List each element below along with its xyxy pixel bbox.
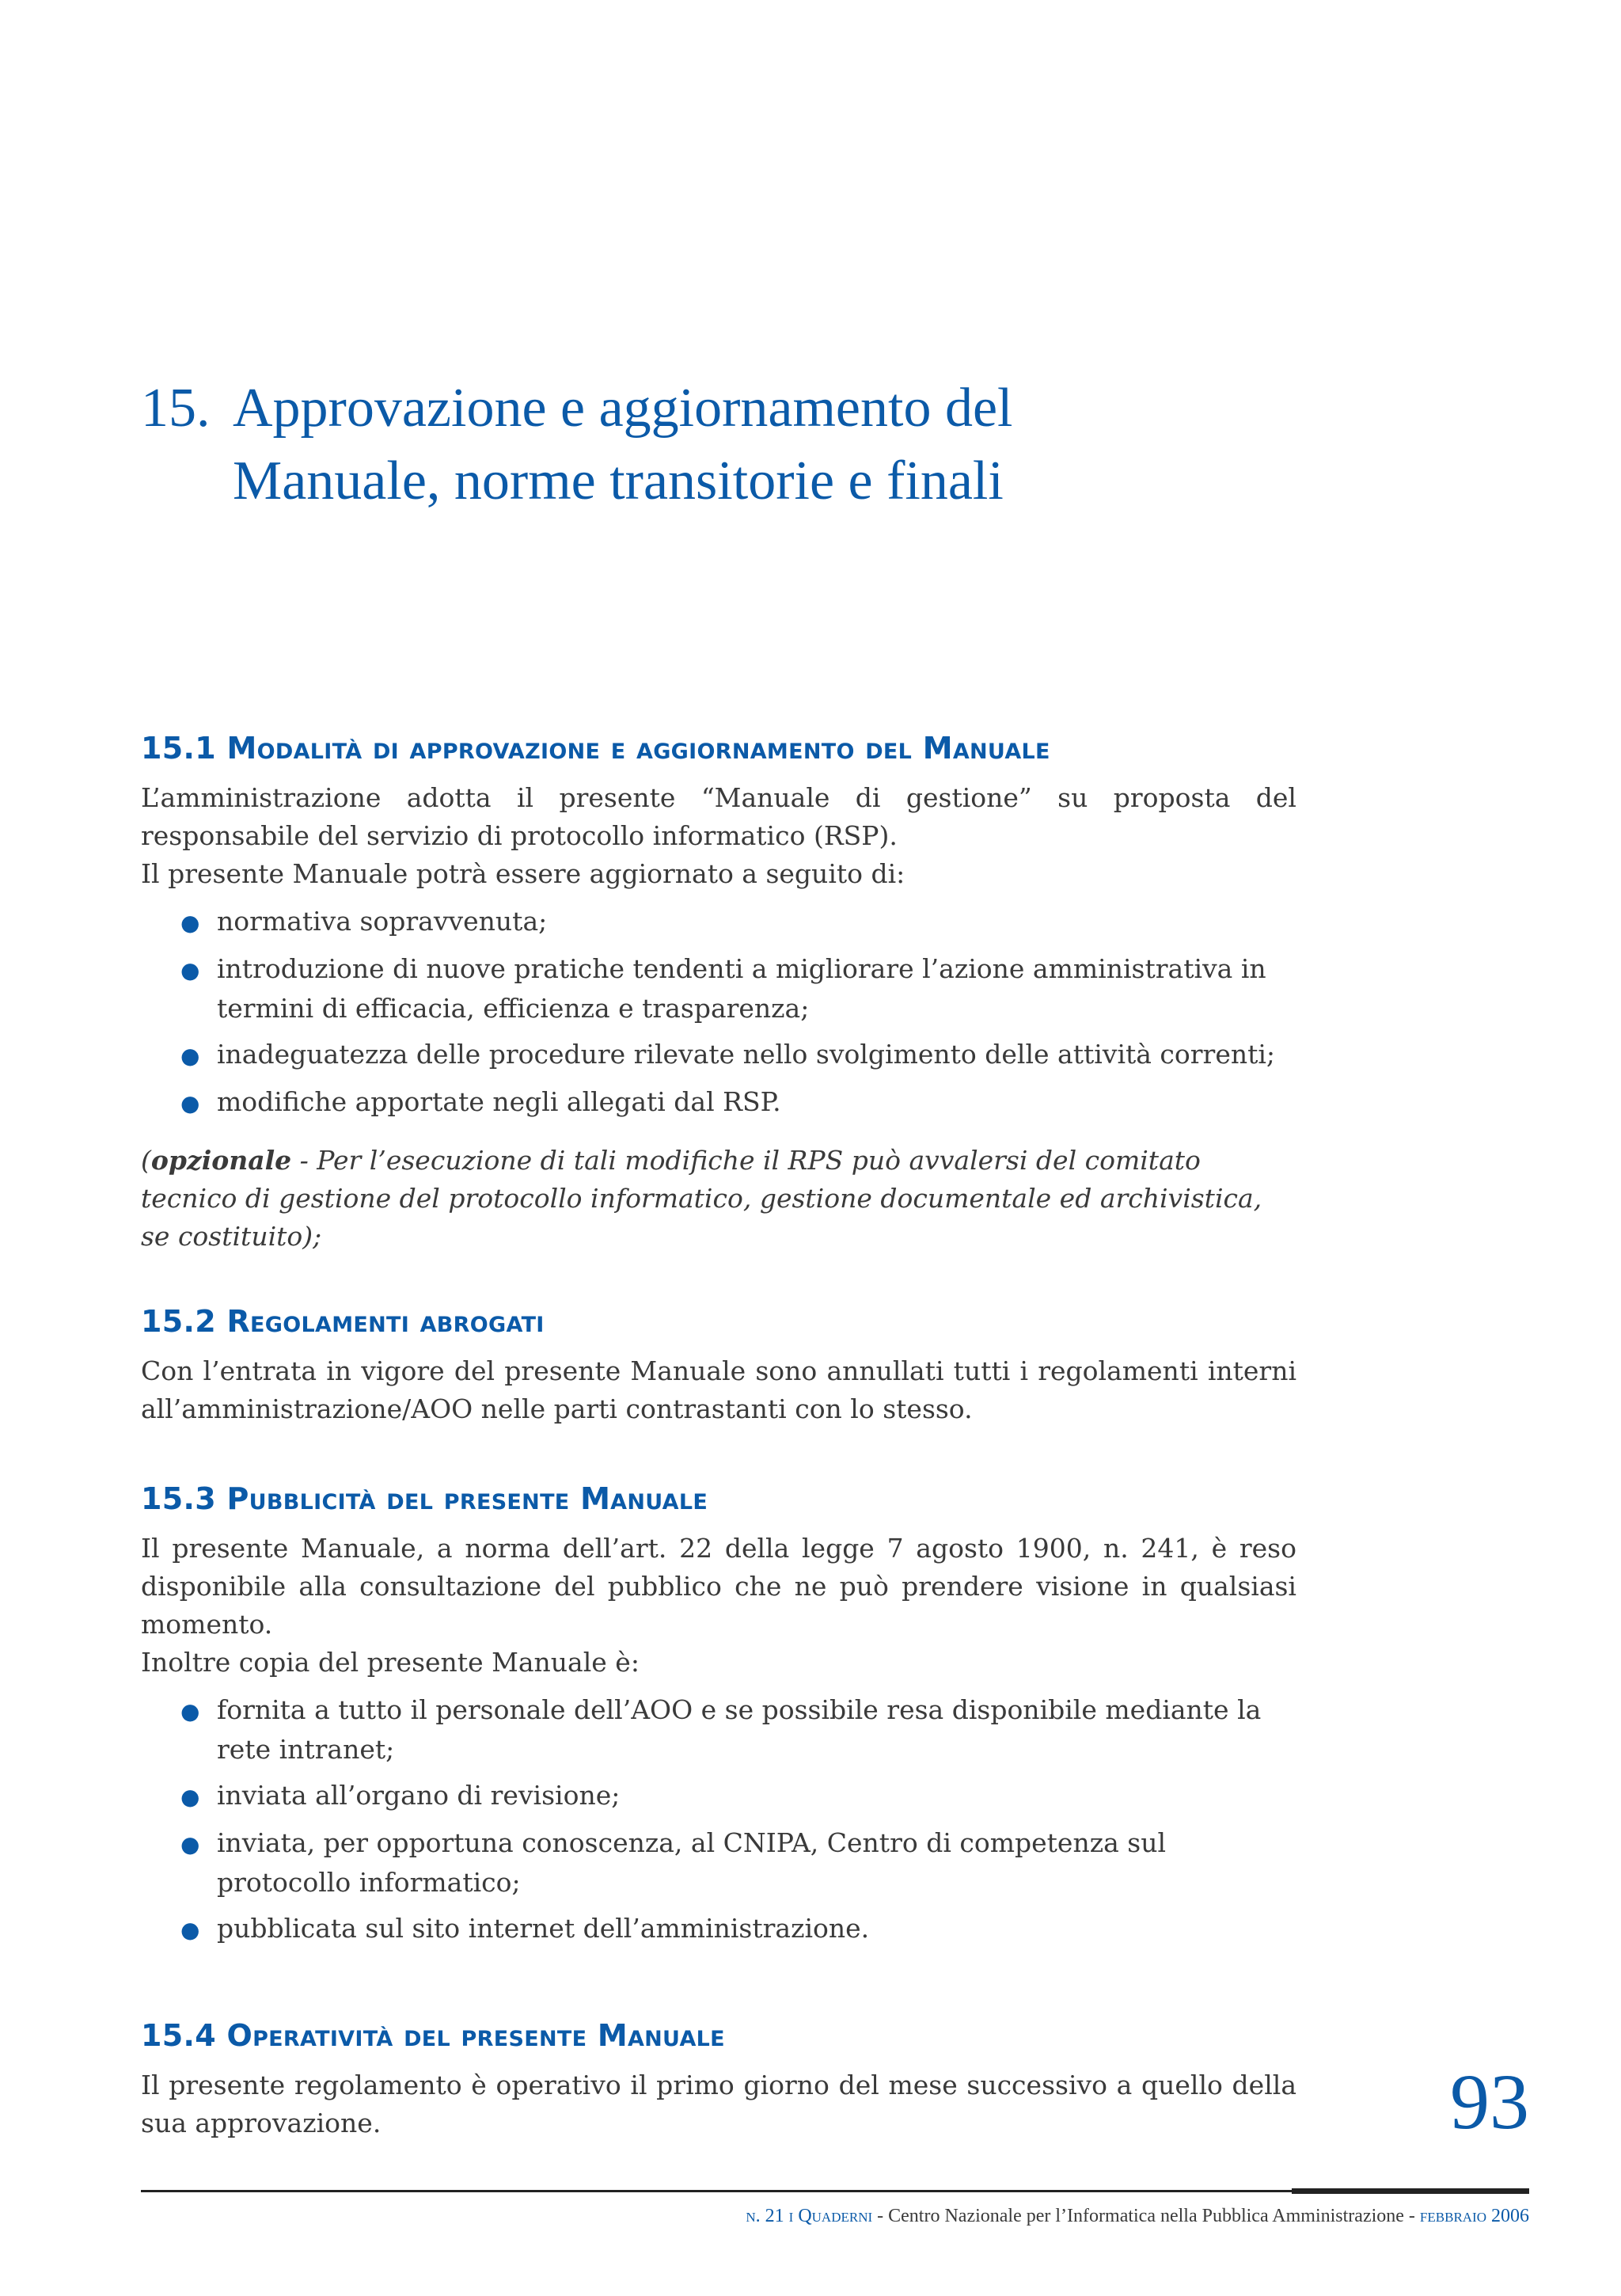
footer-organization: Centro Nazionale per l’Informatica nella Pubblica Amministrazione: [888, 2206, 1404, 2226]
list-item: ● normativa sopravvenuta;: [141, 903, 1296, 942]
bullet-icon: ●: [180, 1831, 200, 1857]
list-item: ● inadeguatezza delle procedure rilevate nello svolgimento delle attività correnti;: [141, 1036, 1296, 1075]
section-heading: 15.4 Operatività del presente Manuale: [141, 2018, 725, 2053]
paragraph: Il presente Manuale potrà essere aggiornato a seguito di:: [141, 858, 905, 889]
bullet-icon: ●: [180, 1043, 200, 1069]
title-line-1: Approvazione e aggiornamento del: [233, 378, 1013, 439]
optional-note: (opzionale - Per l’esecuzione di tali modifiche il RPS può avvalersi del comitato tecnico di gestione del protocollo informatico, gestione documentale ed archivistica, se costituito);: [141, 1145, 1262, 1252]
footer-divider: [141, 2190, 1529, 2192]
list-item: ● modifiche apportate negli allegati dal RSP.: [141, 1083, 1296, 1123]
main-content: [141, 728, 1296, 2142]
page-number: 93: [1450, 2058, 1529, 2146]
bullet-list: [141, 903, 1296, 1123]
list-item: ● inviata all’organo di revisione;: [141, 1777, 1296, 1816]
footer-issue: n. 21 i Quaderni: [746, 2206, 873, 2226]
list-item: ● pubblicata sul sito internet dell’amministrazione.: [141, 1910, 1296, 1949]
bullet-icon: ●: [180, 1090, 200, 1116]
bullet-icon: ●: [180, 1784, 200, 1810]
paragraph: Con l’entrata in vigore del presente Manuale sono annullati tutti i regolamenti interni all’amministrazione/AOO nelle parti contrastanti con lo stesso.: [141, 1355, 1296, 1424]
section-heading: 15.3 Pubblicità del presente Manuale: [141, 1481, 708, 1516]
footer-date: febbraio 2006: [1419, 2206, 1529, 2226]
bullet-list: [141, 1691, 1296, 1949]
footer: n. 21 i Quaderni - Centro Nazionale per l’Informatica nella Pubblica Amministrazione - febbraio 2006: [746, 2206, 1529, 2226]
section-15-3: [141, 1479, 1296, 1949]
list-item: ● fornita a tutto il personale dell’AOO e se possibile resa disponibile mediante la rete intranet;: [180, 1694, 1262, 1765]
section-15-2: [141, 1302, 1296, 1428]
page-title: [141, 372, 1249, 518]
section-15-1: [141, 728, 1296, 1256]
chapter-number: 15.: [141, 378, 211, 439]
bullet-icon: ●: [180, 1917, 200, 1943]
paragraph: Il presente regolamento è operativo il primo giorno del mese successivo a quello della sua approvazione.: [141, 2070, 1296, 2138]
paragraph: Inoltre copia del presente Manuale è:: [141, 1647, 640, 1678]
paragraph: L’amministrazione adotta il presente “Manuale di gestione” su proposta del responsabile del servizio di protocollo informatico (RSP).: [141, 782, 1296, 851]
section-15-4: [141, 2016, 1296, 2142]
optional-label: opzionale: [150, 1145, 292, 1176]
section-heading: 15.1 Modalità di approvazione e aggiornamento del Manuale: [141, 731, 1050, 766]
bullet-icon: ●: [180, 957, 200, 983]
paragraph: Il presente Manuale, a norma dell’art. 22 della legge 7 agosto 1900, n. 241, è reso disponibile alla consultazione del pubblico che ne può prendere visione in qualsiasi momento.: [141, 1533, 1296, 1640]
section-heading: 15.2 Regolamenti abrogati: [141, 1304, 545, 1339]
list-item: ● inviata, per opportuna conoscenza, al CNIPA, Centro di competenza sul protocollo informatico;: [180, 1827, 1167, 1898]
bullet-icon: ●: [180, 1698, 200, 1724]
title-line-2: Manuale, norme transitorie e finali: [233, 450, 1004, 511]
bullet-icon: ●: [180, 910, 200, 936]
list-item: ● introduzione di nuove pratiche tendenti a migliorare l’azione amministrativa in termini di efficacia, efficienza e trasparenza;: [180, 953, 1266, 1024]
